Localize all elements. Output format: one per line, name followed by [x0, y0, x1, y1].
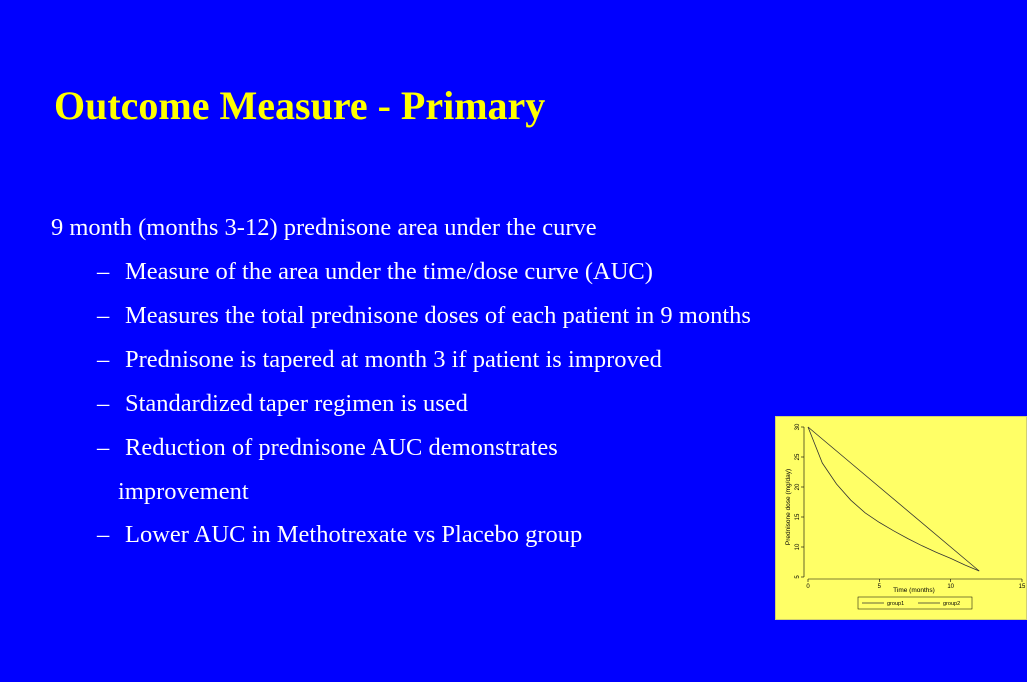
main-bullet: 9 month (months 3-12) prednisone area under the curve: [51, 214, 597, 241]
y-tick-label: 20: [795, 483, 801, 491]
bullet-dash: –: [97, 346, 110, 373]
bullet-dash: –: [97, 302, 110, 329]
sub-bullet-6: [97, 520, 582, 550]
sub-bullet-3: [97, 345, 662, 375]
legend-label-group2: group2: [943, 601, 961, 607]
bullet-dash: –: [97, 521, 110, 548]
sub-bullet-text: Measures the total prednisone doses of each patient in 9 months: [125, 302, 751, 329]
x-tick-label: 5: [877, 584, 882, 590]
bullet-dash: –: [97, 390, 110, 417]
slide-title: Outcome Measure - Primary: [54, 83, 546, 128]
y-axis-label: Prednisone dose (mg/day): [785, 468, 792, 546]
chart-svg: [776, 417, 1026, 619]
prednisone-dose-chart: [775, 416, 1027, 620]
sub-bullet-5-continuation: improvement: [118, 478, 249, 505]
legend-label-group1: group1: [887, 601, 905, 607]
x-tick-label: 15: [1018, 584, 1026, 590]
y-tick-label: 5: [795, 575, 801, 579]
sub-bullet-text: Measure of the area under the time/dose curve (AUC): [125, 258, 653, 285]
y-tick-label: 10: [795, 543, 801, 551]
x-tick-label: 0: [806, 584, 810, 590]
sub-bullet-text: Reduction of prednisone AUC demonstrates: [125, 434, 558, 461]
y-tick-label: 30: [795, 423, 801, 431]
x-axis-label: Time (months): [893, 587, 935, 594]
sub-bullet-text: Prednisone is tapered at month 3 if patient is improved: [125, 346, 662, 373]
y-tick-label: 25: [795, 453, 801, 461]
sub-bullet-4: [97, 389, 468, 419]
bullet-dash: –: [97, 434, 110, 461]
sub-bullet-1: [97, 257, 653, 287]
sub-bullet-2: [97, 301, 751, 331]
sub-bullet-text: Standardized taper regimen is used: [125, 390, 468, 417]
bullet-dash: –: [97, 258, 110, 285]
y-tick-label: 15: [795, 513, 801, 521]
x-tick-label: 10: [947, 584, 955, 590]
sub-bullet-text: Lower AUC in Methotrexate vs Placebo group: [125, 521, 583, 548]
sub-bullet-5: [97, 433, 558, 463]
